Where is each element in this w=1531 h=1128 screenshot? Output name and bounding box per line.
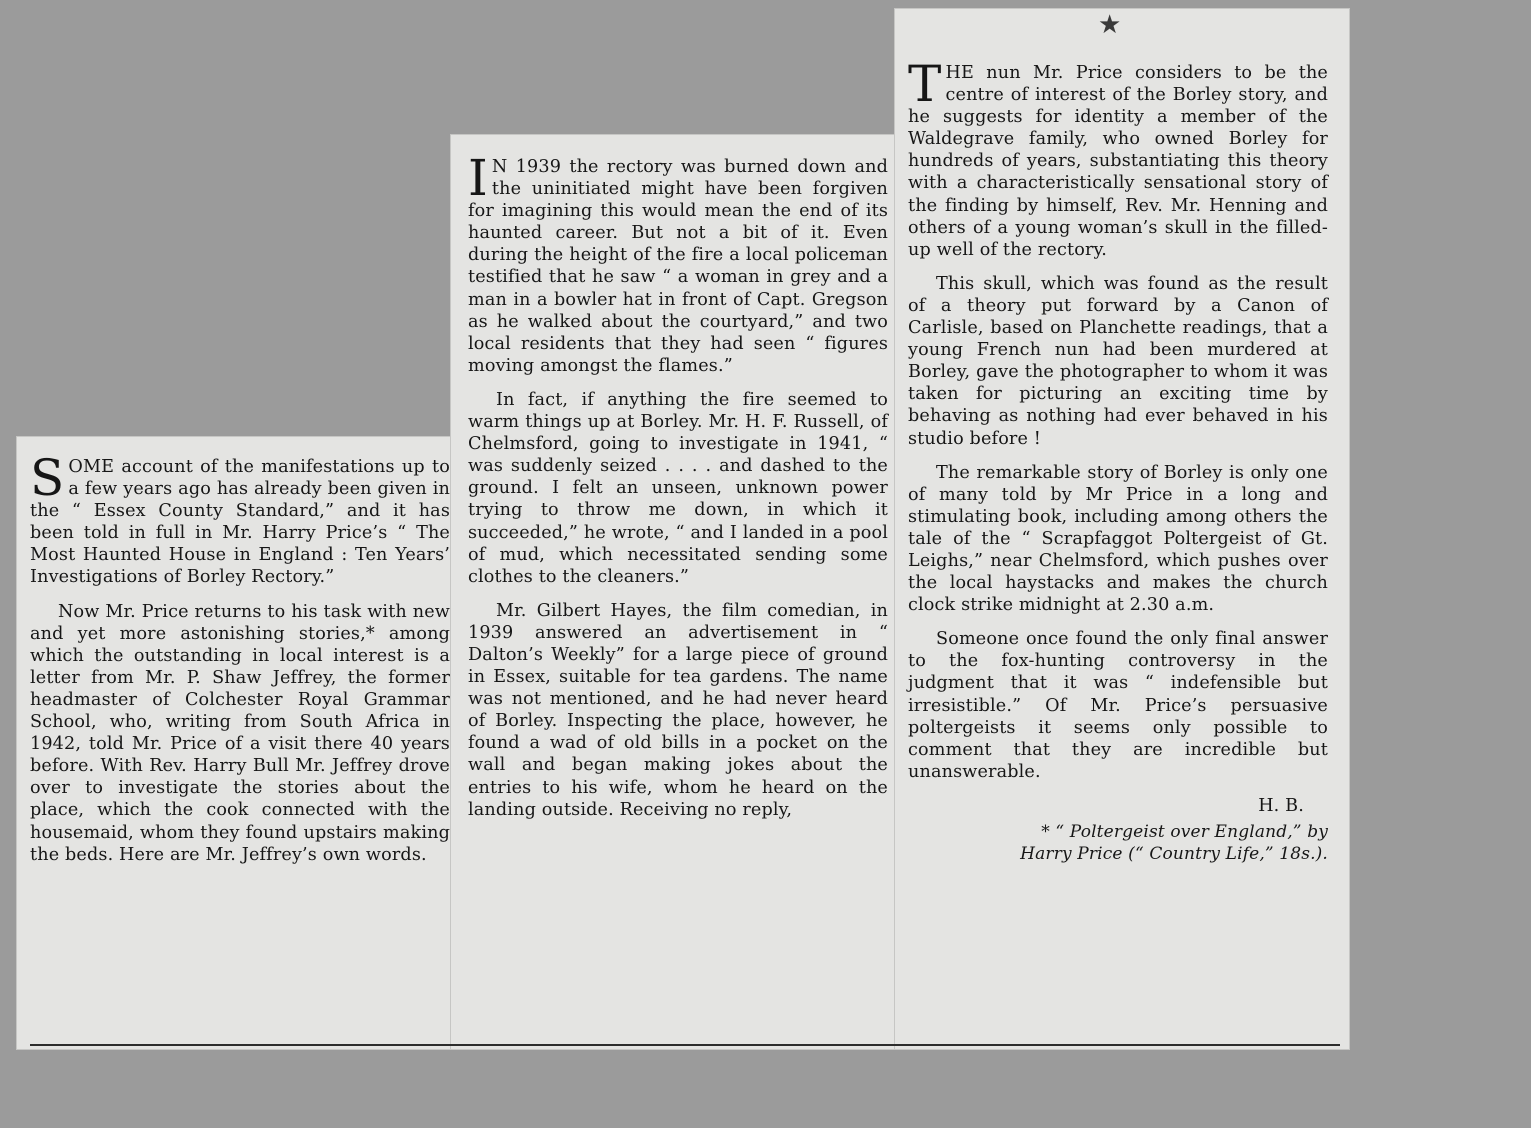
col1-paragraph-1: SOME account of the manifestations up to a few years ago has already been given in the “ Essex County Standard,” and it has been told in full in Mr. Harry Price’s “ The Most Haunted House in England : Ten Years’ Investigations of Borley Rectory.” <box>30 449 450 588</box>
col3-paragraph-3: The remarkable story of Borley is only one of many told by Mr Price in a long and stimulating book, including among others the tale of the “ Scrapfaggot Poltergeist of Gt. Leighs,” near Chelmsford, which pushes over the local haystacks and makes the church clock strike midnight at 2.30 a.m. <box>908 462 1328 616</box>
col2-paragraph-2: In fact, if anything the fire seemed to warm things up at Borley. Mr. H. F. Russell, of Chelmsford, going to investigate in 1941, “ was suddenly seized . . . . and dashed to the ground. I felt an unseen, unknown power trying to throw me down, in which it succeeded,” he wrote, “ and I landed in a pool of mud, which necessitated sending some clothes to the cleaners.” <box>468 389 888 587</box>
bottom-rule <box>30 1044 1340 1046</box>
column-2 <box>468 149 888 833</box>
col3-paragraph-2: This skull, which was found as the result of a theory put forward by a Canon of Carlisle, based on Planchette readings, that a young French nun had been murdered at Borley, gave the photographer to whom it was taken for picturing an exciting time by behaving as nothing had ever behaved in his studio before ! <box>908 273 1328 449</box>
column-3 <box>908 55 1328 865</box>
footnote-star: * <box>1041 822 1050 842</box>
col2-paragraph-3: Mr. Gilbert Hayes, the film comedian, in 1939 answered an advertisement in “ Dalton’s Weekly” for a large piece of ground in Essex, suitable for tea gardens. The name was not mentioned, and he had never heard of Borley. Inspecting the place, however, he found a wad of old bills in a pocket on the wall and began making jokes about the entries to his wife, whom he heard on the landing outside. Receiving no reply, <box>468 600 888 820</box>
column-1 <box>30 449 450 878</box>
col1-paragraph-2: Now Mr. Price returns to his task with new and yet more astonishing stories,* among which the outstanding in local interest is a letter from Mr. P. Shaw Jeffrey, the former headmaster of Colchester Royal Grammar School, who, writing from South Africa in 1942, told Mr. Price of a visit there 40 years before. With Rev. Harry Bull Mr. Jeffrey drove over to investigate the stories about the place, which the cook connected with the housemaid, whom they found upstairs making the beds. Here are Mr. Jeffrey’s own words. <box>30 601 450 865</box>
star-mark: ★ <box>1098 10 1122 40</box>
footnote-line-1: “ Poltergeist over England,” by <box>1055 822 1328 842</box>
footnote <box>908 821 1328 865</box>
col2-paragraph-1: IN 1939 the rectory was burned down and the uninitiated might have been forgiven for imagining this would mean the end of its haunted career. But not a bit of it. Even during the height of the fire a local policeman testified that he saw “ a woman in grey and a man in a bowler hat in front of Capt. Gregson as he walked about the courtyard,” and two local residents that they had seen “ figures moving amongst the flames.” <box>468 149 888 376</box>
footnote-line-2: Harry Price (“ Country Life,” 18s.). <box>1020 844 1328 864</box>
signature: H. B. <box>1258 795 1304 816</box>
col3-paragraph-4: Someone once found the only final answer to the fox-hunting controversy in the judgment that it was “ indefensible but irresistible.” Of Mr. Price’s persuasive poltergeists it seems only possible to comment that they are incredible but unanswerable. <box>908 629 1328 782</box>
col3-paragraph-1: THE nun Mr. Price considers to be the centre of interest of the Borley story, and he suggests for identity a member of the Waldegrave family, who owned Borley for hundreds of years, substantiating this theory with a characteristically sensational story of the finding by himself, Rev. Mr. Henning and others of a young woman’s skull in the filled-up well of the rectory. <box>908 55 1328 260</box>
